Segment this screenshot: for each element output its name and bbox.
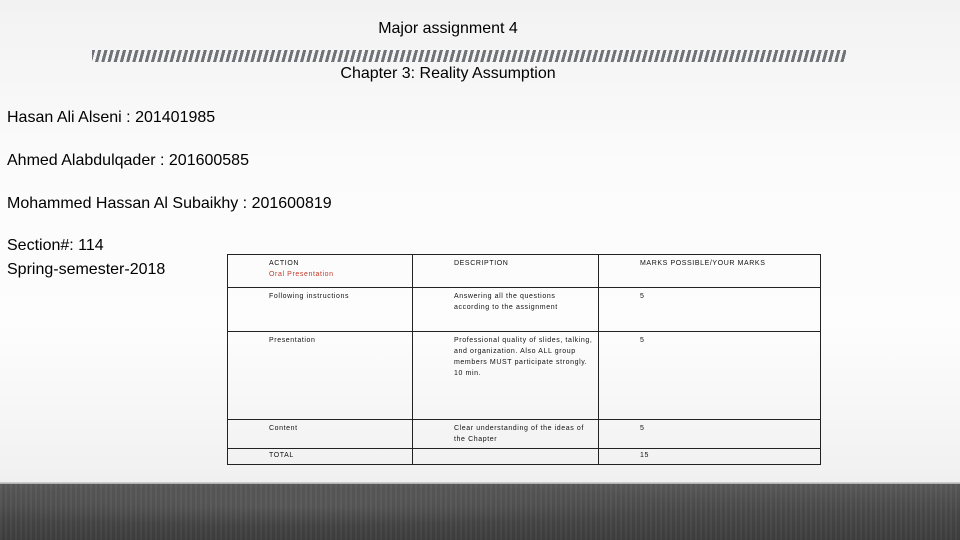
section-number: Section#: 114 (7, 237, 104, 254)
row-action: Presentation (228, 332, 413, 420)
table-row (228, 420, 821, 449)
total-marks: 15 (599, 449, 821, 465)
row-marks: 5 (599, 288, 821, 332)
header-action (228, 255, 413, 288)
header-marks: MARKS POSSIBLE/YOUR MARKS (599, 255, 821, 288)
marks-table (227, 254, 821, 465)
header-action-label: ACTION (269, 260, 300, 267)
row-action: Content (228, 420, 413, 449)
member-name-2: Ahmed Alabdulqader : 201600585 (7, 152, 249, 169)
decorative-divider (92, 50, 846, 62)
row-description: Answering all the questions according to the assignment (413, 288, 599, 332)
row-action: Following instructions (228, 288, 413, 332)
header-description: DESCRIPTION (413, 255, 599, 288)
row-marks: 5 (599, 332, 821, 420)
row-description: Clear understanding of the ideas of the Chapter (413, 420, 599, 449)
table-row (228, 332, 821, 420)
member-name-1: Hasan Ali Alseni : 201401985 (7, 109, 216, 126)
total-description (413, 449, 599, 465)
floor-background (0, 484, 960, 540)
header-action-sub: Oral Presentation (269, 271, 334, 278)
table-total-row (228, 449, 821, 465)
row-description: Professional quality of slides, talking, and organization. Also ALL group members MUST participate strongly. 10 min. (413, 332, 599, 420)
table-header-row (228, 255, 821, 288)
slide-subtitle: Chapter 3: Reality Assumption (340, 65, 556, 82)
slide-title: Major assignment 4 (378, 20, 518, 37)
member-name-3: Mohammed Hassan Al Subaikhy : 201600819 (7, 195, 332, 212)
table-row (228, 288, 821, 332)
total-label: TOTAL (228, 449, 413, 465)
semester: Spring-semester-2018 (7, 261, 166, 278)
row-marks: 5 (599, 420, 821, 449)
